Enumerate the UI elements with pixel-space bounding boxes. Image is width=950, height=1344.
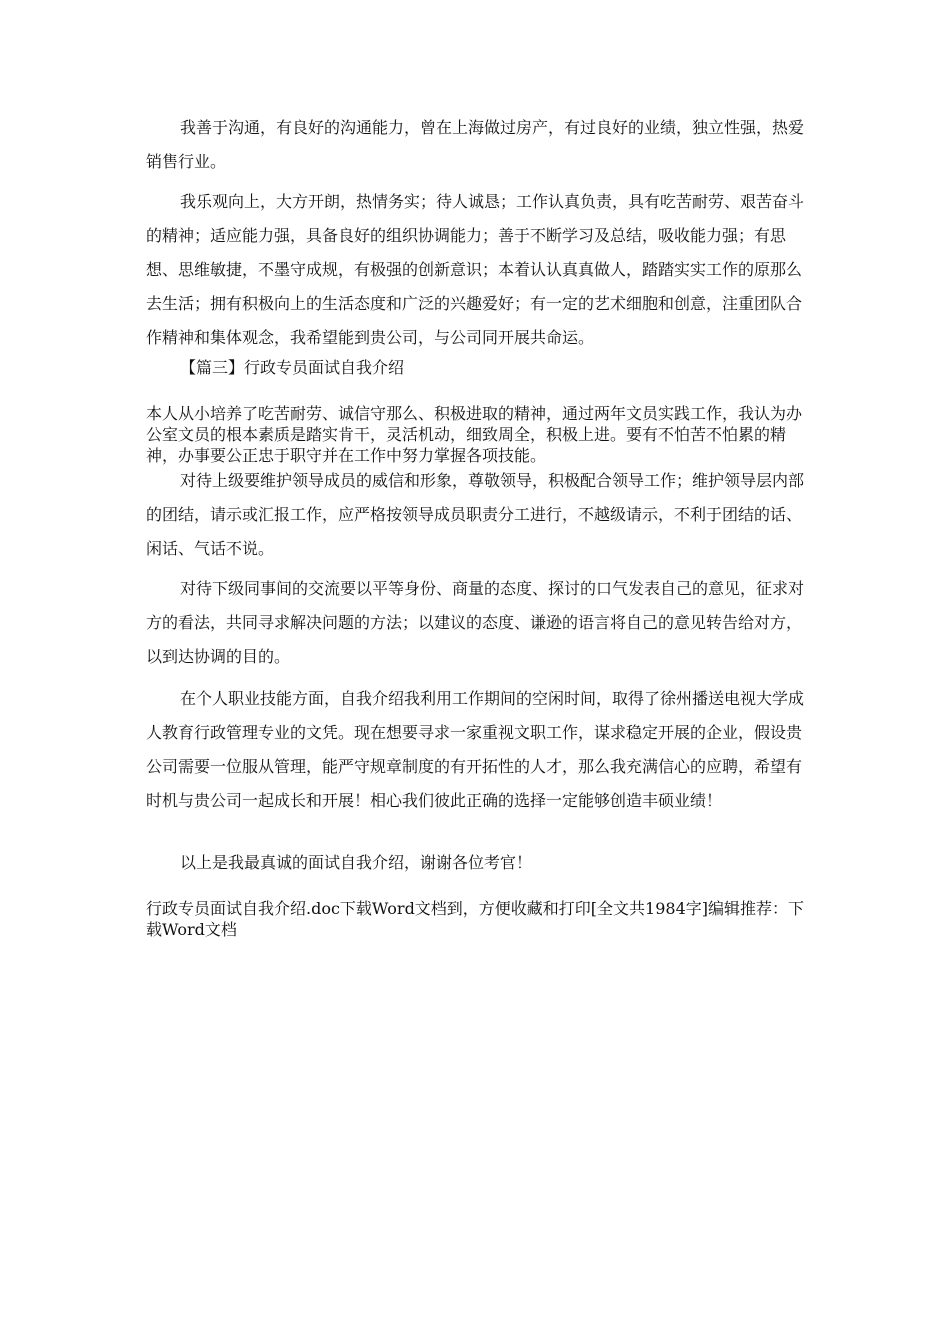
paragraph-professional-skills: 在个人职业技能方面，自我介绍我利用工作期间的空闲时间，取得了徐州播送电视大学成人教育行政管理专业的文凭。现在想要寻求一家重视文职工作，谋求稳定开展的企业，假设贵公司需要一位服从管理，能严守规章制度的有开拓性的人才，那么我充满信心的应聘，希望有时机与贵公司一起成长和开展！相心我们彼此正确的选择一定能够创造丰硕业绩！ [146, 689, 805, 810]
paragraph-sales-experience: 我善于沟通，有良好的沟通能力，曾在上海做过房产，有过良好的业绩，独立性强，热爱销售行业。 [146, 118, 805, 171]
paragraph-work-attitude: 本人从小培养了吃苦耐劳、诚信守那么、积极进取的精神，通过两年文员实践工作，我认为办公室文员的根本素质是踏实肯干，灵活机动，细致周全，积极上进。要有不怕苦不怕累的精神，办事要公正忠于职守并在工作中努力掌握各项技能。 [146, 404, 803, 465]
section-heading-part-three: 【篇三】行政专员面试自我介绍 [180, 358, 405, 377]
download-word-footer[interactable]: 行政专员面试自我介绍.doc下载Word文档到，方便收藏和打印[全文共1984字]编辑推荐：下载Word文档 [146, 899, 805, 939]
paragraph-personality: 我乐观向上，大方开朗，热情务实；待人诚恳；工作认真负责，具有吃苦耐劳、艰苦奋斗的精神；适应能力强，具备良好的组织协调能力；善于不断学习及总结，吸收能力强；有思想、思维敏捷，不墨守成规，有极强的创新意识；本着认认真真做人，踏踏实实工作的原那么去生活；拥有积极向上的生活态度和广泛的兴趣爱好；有一定的艺术细胞和创意，注重团队合作精神和集体观念，我希望能到贵公司，与公司同开展共命运。 [146, 192, 805, 347]
paragraph-closing-thanks: 以上是我最真诚的面试自我介绍，谢谢各位考官！ [180, 853, 533, 872]
paragraph-colleagues: 对待下级同事间的交流要以平等身份、商量的态度、探讨的口气发表自己的意见，征求对方的看法，共同寻求解决问题的方法；以建议的态度、谦逊的语言将自己的意见转告给对方，以到达协调的目的。 [146, 579, 805, 666]
paragraph-superiors: 对待上级要维护领导成员的威信和形象，尊敬领导，积极配合领导工作；维护领导层内部的团结，请示或汇报工作，应严格按领导成员职责分工进行，不越级请示，不利于团结的话、闲话、气话不说。 [146, 471, 805, 558]
